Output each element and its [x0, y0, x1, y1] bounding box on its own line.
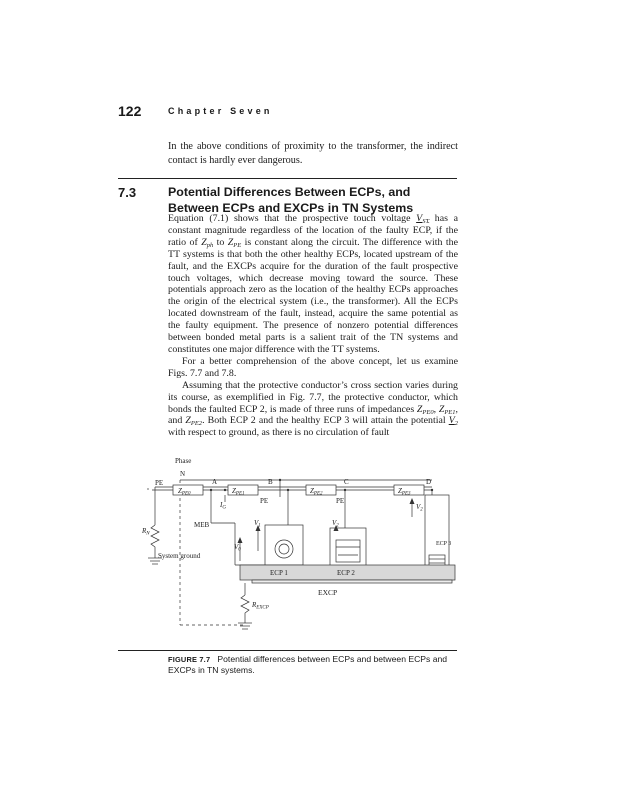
label-ecp3: ECP 3: [436, 541, 452, 547]
page-number: 122: [118, 103, 142, 119]
ecp3-fridge: [425, 495, 452, 573]
label-rexcp: $R_{EXCP}$: [252, 601, 269, 611]
circuit-diagram: [140, 455, 470, 650]
label-v2-ecp3: $V_2$: [416, 503, 423, 513]
chapter-title: Chapter Seven: [168, 106, 273, 116]
var-v2: $V_2$: [448, 415, 458, 428]
section-number: 7.3: [118, 185, 137, 200]
label-ecp1: ECP 1: [270, 569, 288, 577]
label-phase: Phase: [175, 457, 192, 465]
intro-paragraph: In the above conditions of proximity to the transformer, the indirect contact is hardly ever dangerous.: [168, 141, 458, 166]
label-n: N: [180, 470, 186, 478]
label-pe-b: PE: [260, 497, 269, 505]
paragraph-1: Equation (7.1) shows that the prospective touch voltage $V_{ST}$ has a constant magnitude regardless of the location of the faulty ECP, if the ratio of $Z_{ph}$ to $Z_{PE}$ is constant along the circuit. The difference with the TT systems is that both the other healthy ECPs, located upstream of the fault, and the EXCPs acquire for the duration of the fault prospective touch voltages, which decrease moving toward the source. These potentials approach zero as the location of the healthy ECPs approaches the origin of the electrical system (i.e., the transformer). All the ECPs located downstream of the fault, instead, acquire the same potential as the faulty equipment. The presence of nonzero potential differences between bonded metal parts is a salient trait of the TN systems and constitutes one major difference with the TT systems.: [168, 213, 458, 355]
figure-caption: [168, 654, 460, 676]
var-zpe2: $Z_{PE2}$: [185, 415, 203, 428]
label-meb: MEB: [194, 521, 210, 529]
label-zpe2: $Z_{PE2}$: [310, 487, 323, 497]
label-pe-left: PE: [155, 479, 164, 487]
section-rule: [118, 178, 457, 179]
ecp1-washer: [265, 525, 303, 565]
label-zpe3: $Z_{PE3}$: [398, 487, 411, 497]
var-zpe1: $Z_{PE1}$: [438, 403, 456, 416]
caption-label: FIGURE 7.7: [168, 655, 211, 664]
label-rn: $R_N$: [142, 527, 150, 537]
label-system-ground: System ground: [158, 552, 201, 560]
label-node-c: C: [344, 478, 349, 486]
page-header: [118, 103, 458, 123]
section-body: [168, 213, 458, 439]
label-node-b: B: [268, 478, 273, 486]
label-ecp2: ECP 2: [337, 569, 355, 577]
var-vst: $V_{ST}$: [416, 213, 430, 225]
label-v2: $V_2$: [332, 519, 339, 529]
label-v0: $V_0$: [234, 543, 241, 553]
label-v1: $V_1$: [254, 519, 261, 529]
label-zpe1: $Z_{PE1}$: [232, 487, 245, 497]
label-node-d: D: [426, 478, 432, 486]
label-excp: EXCP: [318, 588, 338, 597]
var-zpe: $Z_{PE}$: [227, 236, 242, 249]
paragraph-3: Assuming that the protective conductor’s cross section varies during its course, as exemplified in Fig. 7.7, the protective conductor, which bonds the faulted ECP 2, is made of three runs of impedances $Z_{PE0}$, $Z_{PE1}$, and $Z_{PE2}$. Both ECP 2 and the healthy ECP 3 will attain the potential $V_2$ with respect to ground, as there is no circulation of fault: [168, 379, 458, 439]
section-title: Potential Differences Between ECPs, and Between ECPs and EXCPs in TN Systems: [168, 185, 414, 215]
label-ig: $I_G$: [220, 501, 226, 511]
label-pe-c: PE: [336, 497, 345, 505]
label-node-a: A: [212, 478, 218, 486]
var-zpe0: $Z_{PE0}$: [416, 403, 434, 416]
caption-rule: [118, 650, 457, 651]
figure-7-7: [140, 455, 470, 650]
rexcp-resistor: [241, 595, 249, 623]
var-zph: $Z_{ph}$: [201, 236, 214, 249]
caption-text: Potential differences between ECPs and between ECPs and EXCPs in TN systems.: [168, 654, 448, 675]
label-zpe0: $Z_{PE0}$: [178, 487, 191, 497]
paragraph-2: For a better comprehension of the above concept, let us examine Figs. 7.7 and 7.8.: [168, 355, 458, 379]
